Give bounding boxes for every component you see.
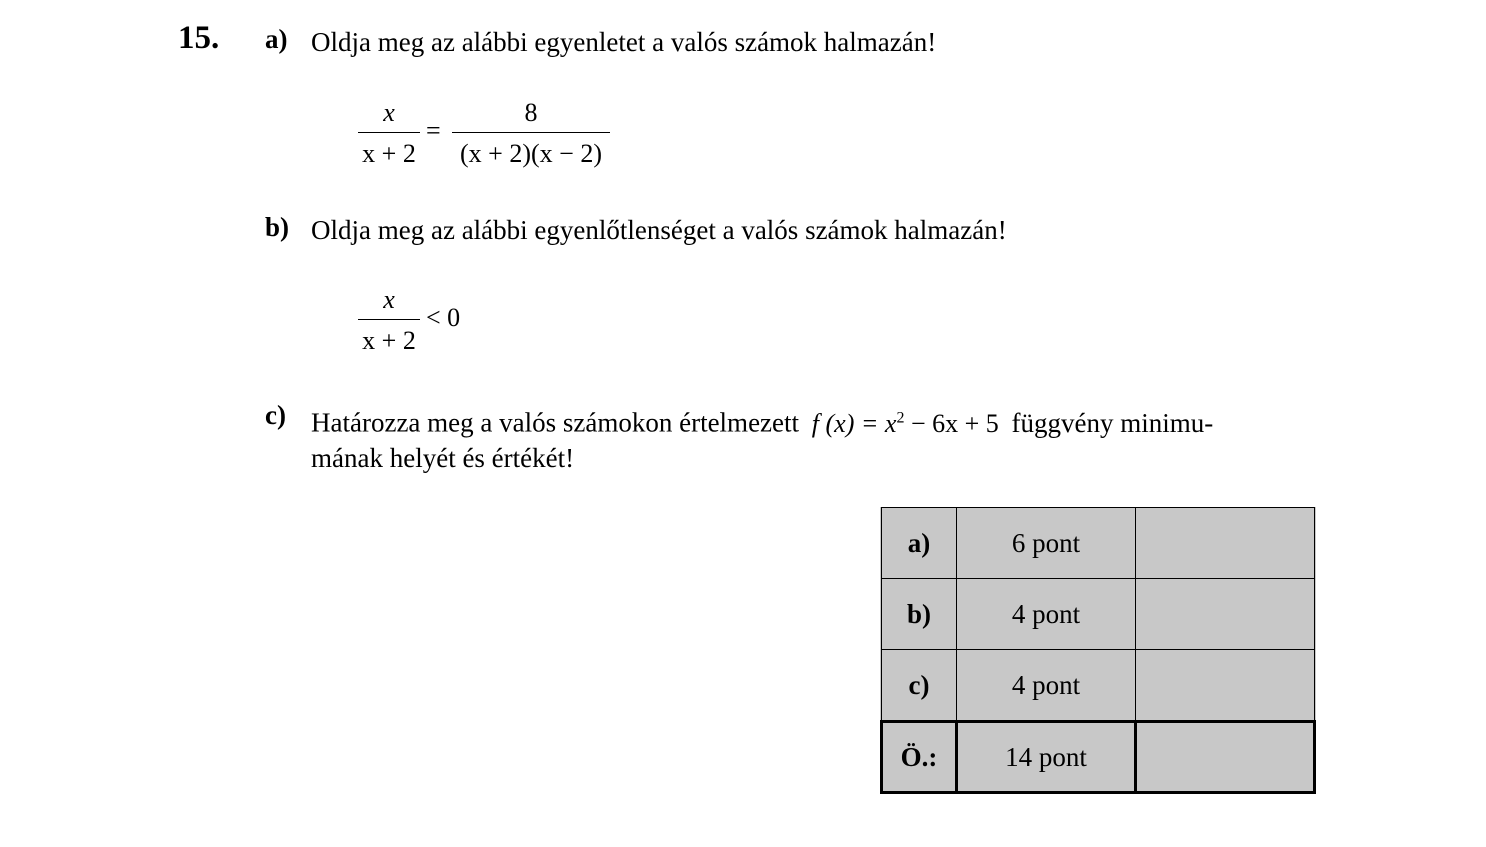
part-a-rhs-fraction: [452, 98, 610, 169]
total-label: Ö.:: [882, 722, 957, 793]
part-c-line2: mának helyét és értékét!: [311, 443, 575, 473]
part-c-text-after: függvény minimu-: [1011, 407, 1214, 438]
score-row-a: [882, 508, 1315, 579]
total-points: 14 pont: [957, 722, 1136, 793]
row-points: 4 pont: [957, 579, 1136, 650]
row-points: 4 pont: [957, 650, 1136, 722]
fraction-bar: [358, 319, 420, 320]
part-b-numerator: x: [383, 285, 395, 314]
part-b-text: Oldja meg az alábbi egyenlőtlenséget a valós számok halmazán!: [311, 215, 1007, 245]
row-label: c): [882, 650, 957, 722]
part-c-function: f $(x) = x^2 - 6x + 5$: [811, 408, 999, 438]
total-earned: [1136, 722, 1315, 793]
part-b-label: b): [265, 212, 290, 242]
row-earned: [1136, 508, 1315, 579]
part-a-label: a): [265, 24, 288, 54]
problem-number: 15.: [178, 20, 220, 56]
part-c-line1: [311, 398, 1213, 444]
part-b-denominator: x + 2: [362, 326, 416, 355]
row-earned: [1136, 650, 1315, 722]
row-earned: [1136, 579, 1315, 650]
part-c-label: c): [265, 400, 286, 430]
row-label: a): [882, 508, 957, 579]
part-a-rhs-denominator: (x + 2)(x − 2): [460, 139, 602, 168]
fraction-bar: [358, 132, 420, 133]
part-a-rhs-numerator: 8: [524, 98, 538, 127]
row-label: b): [882, 579, 957, 650]
part-a-equals: =: [426, 116, 441, 145]
part-b-fraction: [358, 285, 420, 356]
row-points: 6 pont: [957, 508, 1136, 579]
part-a-lhs-numerator: x: [383, 98, 395, 127]
part-b-relation: < 0: [426, 303, 461, 332]
part-c-text-before: Határozza meg a valós számokon értelmezett: [311, 407, 800, 438]
fraction-bar: [452, 132, 610, 133]
part-a-lhs-fraction: [358, 98, 420, 169]
part-a-text: Oldja meg az alábbi egyenletet a valós számok halmazán!: [311, 27, 937, 57]
part-a-lhs-denominator: x + 2: [362, 139, 416, 168]
score-row-c: [882, 650, 1315, 722]
score-row-b: [882, 579, 1315, 650]
score-table: [880, 507, 1316, 794]
score-row-total: [882, 722, 1315, 793]
